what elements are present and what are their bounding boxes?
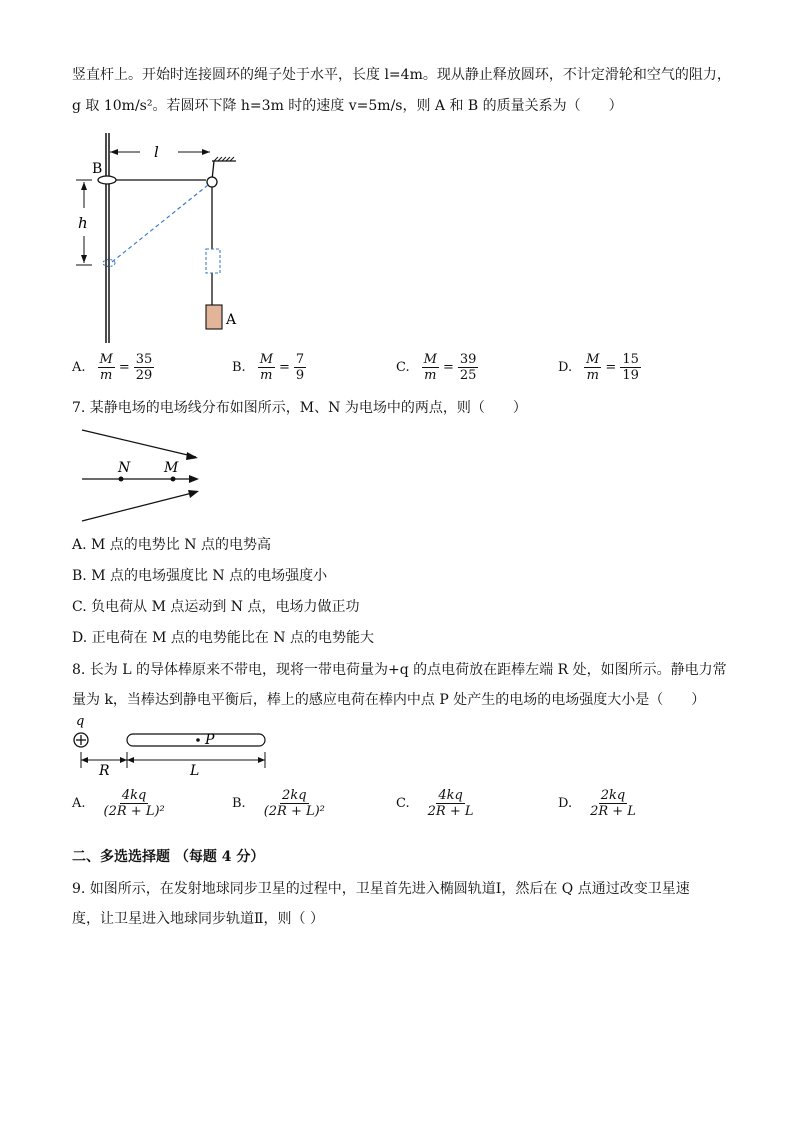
q6-stem-line2: g 取 10m/s²。若圆环下降 h=3m 时的速度 v=5m/s，则 A 和 B 的质量关系为（ ） — [72, 98, 623, 114]
q7-option-c[interactable]: C. 负电荷从 M 点运动到 N 点，电场力做正功 — [72, 599, 360, 615]
label-p: P — [205, 732, 215, 748]
conductor-rod — [127, 734, 265, 746]
label-b: B — [92, 161, 103, 177]
q8-option-a[interactable]: A. $\frac{4kq}{\text{(2R + L)²}}$ — [72, 788, 165, 819]
q8-stem-line2: 量为 k，当棒达到静电平衡后，棒上的感应电荷在棒内中点 P 处产生的电场的电场强度大小是（ ） — [72, 692, 706, 708]
q6-option-b[interactable]: B. $\frac{M}{m}$ = $\frac{7}{9}$ — [232, 352, 305, 383]
label-m: M — [164, 460, 179, 476]
q7-option-a[interactable]: A. M 点的电势比 N 点的电势高 — [72, 537, 271, 553]
label-a: A — [226, 312, 237, 328]
label-h: h — [78, 214, 88, 232]
q8-option-d[interactable]: D. $\frac{2kq}{2R + L}$ — [558, 788, 636, 819]
q9-stem-line2: 度，让卫星进入地球同步轨道Ⅱ，则（ ） — [72, 911, 324, 927]
q8-option-b[interactable]: B. $\frac{2kq}{\text{(2R + L)²}}$ — [232, 788, 325, 819]
point-p — [196, 738, 200, 742]
q6-option-c[interactable]: C. $\frac{M}{m}$ = $\frac{39}{25}$ — [396, 352, 477, 383]
q6-option-d[interactable]: D. $\frac{M}{m}$ = $\frac{15}{19}$ — [558, 352, 639, 383]
q7-option-b[interactable]: B. M 点的电场强度比 N 点的电场强度小 — [72, 568, 328, 584]
q6-stem-line1: 竖直杆上。开始时连接圆环的绳子处于水平，长度 l=4m。现从静止释放圆环，不计定滑轮和空气的阻力， — [72, 67, 731, 83]
label-n: N — [118, 460, 131, 476]
label-q: q — [76, 714, 85, 729]
q9-stem-line1: 9. 如图所示，在发射地球同步卫星的过程中，卫星首先进入椭圆轨道Ⅰ，然后在 Q 点通过改变卫星速 — [72, 881, 690, 897]
q7-option-d[interactable]: D. 正电荷在 M 点的电势能比在 N 点的电势能大 — [72, 630, 375, 646]
q7-stem: 7. 某静电场的电场线分布如图所示，M、N 为电场中的两点，则（ ） — [72, 400, 527, 416]
q6-option-a[interactable]: A. $\frac{M}{m}$ = $\frac{35}{29}$ — [72, 352, 153, 383]
label-l: l — [154, 143, 159, 161]
label-r: R — [99, 763, 110, 779]
section-heading: 二、多选选择题 （每题 4 分） — [72, 849, 265, 865]
label-l-rod: L — [190, 763, 200, 779]
q8-stem-line1: 8. 长为 L 的导体棒原来不带电，现将一带电荷量为+q 的点电荷放在距棒左端 R 处，如图所示。静电力常 — [72, 662, 727, 678]
q8-option-c[interactable]: C. $\frac{4kq}{2R + L}$ — [396, 788, 474, 819]
